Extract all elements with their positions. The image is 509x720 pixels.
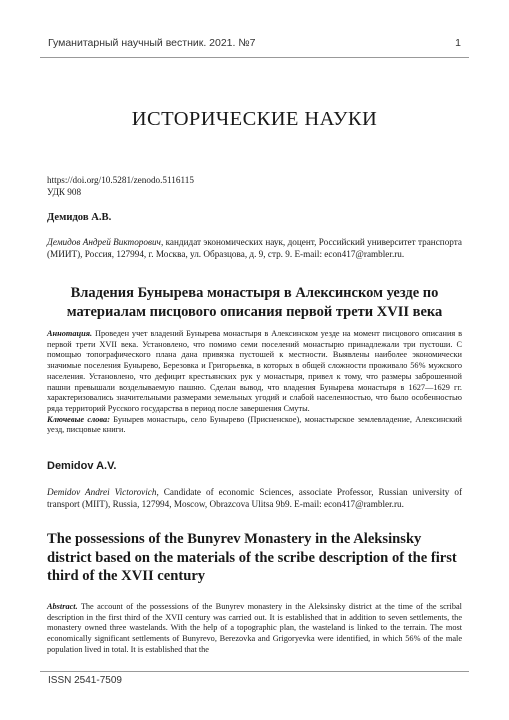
keywords-label-ru: Ключевые слова: — [47, 414, 110, 424]
author-full-name-en: Demidov Andrei Victorovich — [47, 487, 157, 497]
author-info-ru — [47, 237, 462, 260]
author-en: Demidov A.V. — [47, 460, 117, 472]
page-number: 1 — [455, 37, 461, 49]
running-header — [48, 37, 461, 51]
header-divider — [40, 57, 469, 58]
udc-code: УДК 908 — [47, 187, 82, 197]
article-title-en: The possessions of the Bunyrev Monastery in the Aleksinsky district based on the materials of the scribe description of the first third of the XVII century — [47, 531, 457, 584]
abstract-en — [47, 602, 462, 656]
author-full-name-ru: Демидов Андрей Викторович — [47, 237, 161, 247]
abstract-text-ru: Проведен учет владений Бунырева монастыря в Алексинском уезде на момент писцового описания в первой трети XVII века. Установлено, что помимо семи поселений монастырю принадлежали три пустоши. С помощью топографического плана дана привязка пустошей к местности. Выявлены наиболее экономически значимые поселения Бунырево, Березовка и Григорьевка, в которых в общей сложности проживало 56% мужского населения. Установлено, что дефицит крестьянских рук у монастыря, привел к тому, что размеры заброшенной пашни превышали возделываемую пашню. Сделан вывод, что владения Бунырева монастыря в 1627—1629 гг. характеризовались значительными размерами земельных угодий и слабой населенностью, что было особенностью ряда территорий Русского государства в период после завершения Смуты. — [47, 329, 462, 413]
article-title-ru: Владения Бунырева монастыря в Алексинском уезде по материалам писцового описания первой трети XVII века — [66, 285, 443, 320]
section-title: ИСТОРИЧЕСКИЕ НАУКИ — [131, 108, 378, 130]
footer-divider — [40, 671, 469, 672]
keywords-text-ru: Бунырев монастырь, село Бунырево (Присненское), монастырское землевладение, Алексинский уезд, писцовые книги. — [47, 414, 462, 435]
author-ru: Демидов А.В. — [47, 212, 112, 223]
author-info-en — [47, 487, 462, 510]
doi-link[interactable]: https://doi.org/10.5281/zenodo.5116115 — [47, 175, 194, 185]
journal-name: Гуманитарный научный вестник. 2021. №7 — [48, 37, 256, 49]
author-affiliation-en: , Candidate of economic Sciences, associate Professor, Russian university of transport (MIIT), Russia, 127994, Moscow, Obrazcova Ulitsa 9b9. E-mail: econ417@rambler.ru. — [47, 487, 462, 509]
abstract-text-en: The account of the possessions of the Bunyrev monastery in the Aleksinsky district at the time of the scribal description in the first third of the XVII century was carried out. It is established that in addition to seven settlements, the monastery owned three wastelands. With the help of a topographic plan, the wasteland is linked to the terrain. The most economically significant settlements of Bunyrevo, Berezovka and Grigoryevka were identified, in which 56% of the male population lived in total. It is established that the — [47, 602, 462, 654]
author-affiliation-ru: , кандидат экономических наук, доцент, Российский университет транспорта (МИИТ), Россия, 127994, г. Москва, ул. Образцова, д. 9, стр. 9. E-mail: econ417@rambler.ru. — [47, 237, 462, 259]
abstract-label-ru: Аннотация. — [47, 329, 93, 338]
issn: ISSN 2541-7509 — [48, 675, 122, 686]
abstract-label-en: Abstract. — [47, 602, 78, 611]
abstract-ru — [47, 329, 462, 436]
